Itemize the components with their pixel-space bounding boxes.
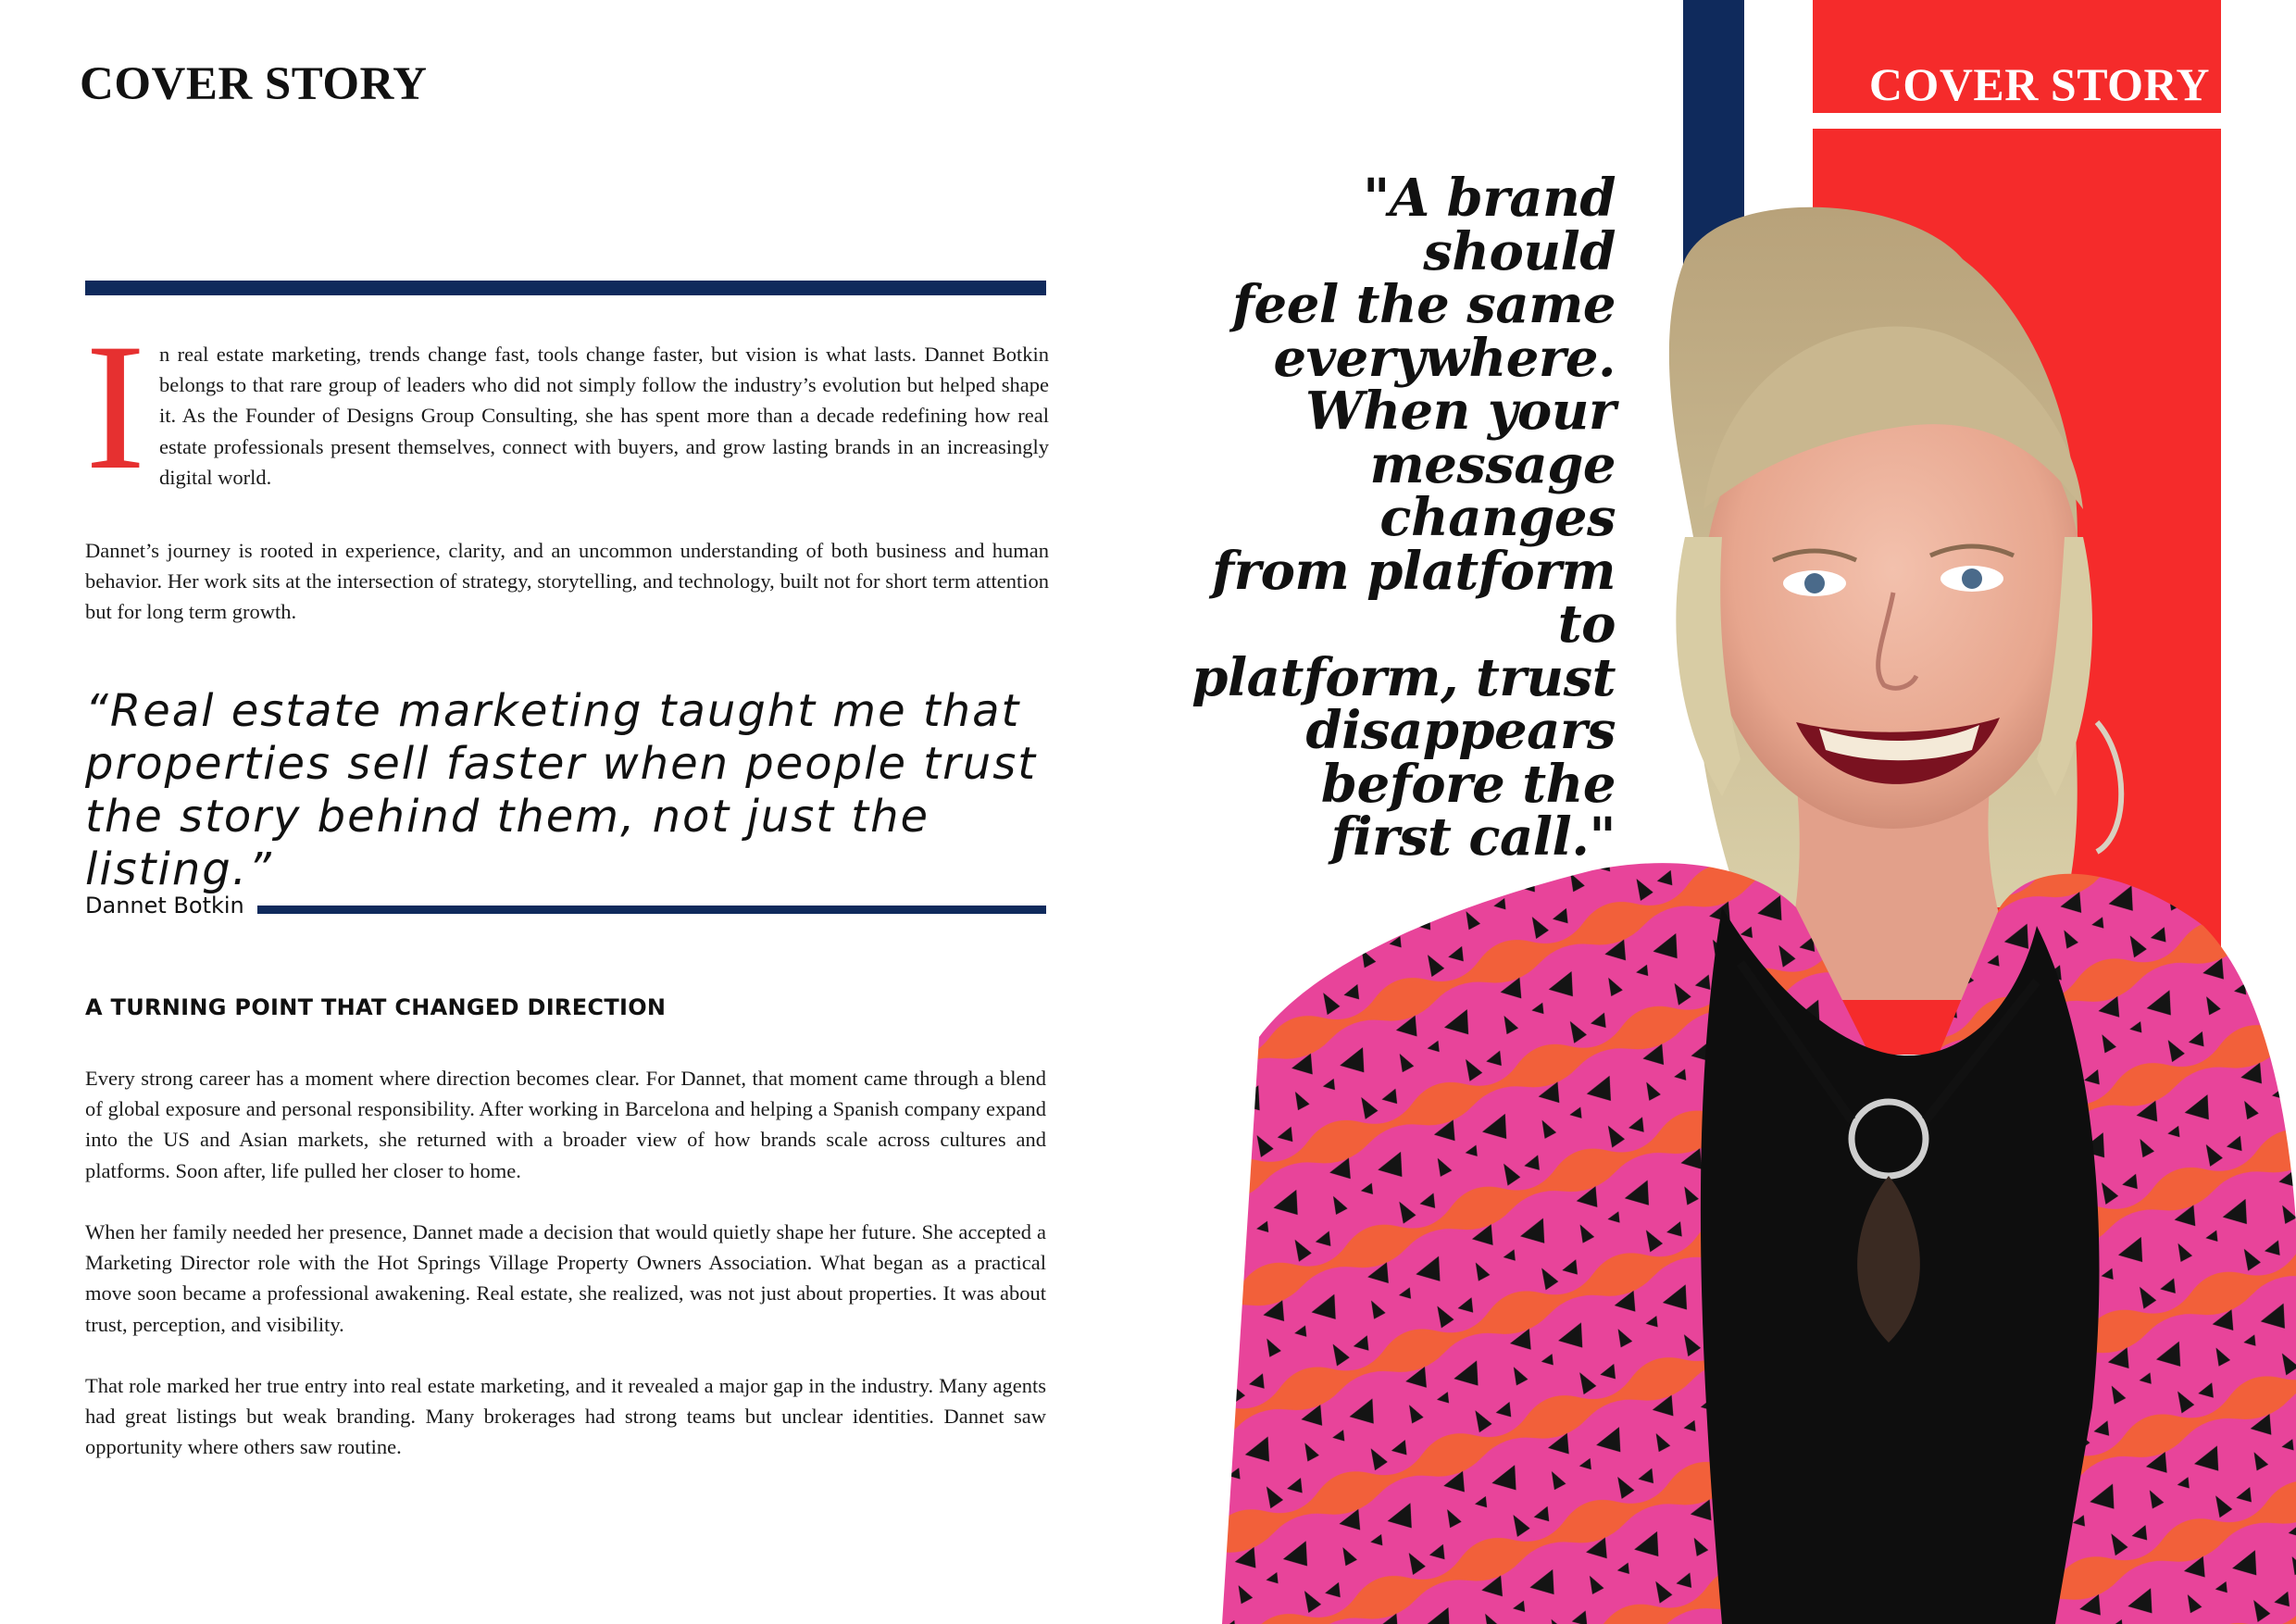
right-section-header: COVER STORY (1868, 58, 2210, 110)
pull-quote: “Real estate marketing taught me that properties sell faster when people trust the story behind them, not just the listing.” (85, 685, 1038, 895)
paragraph-journey: Dannet’s journey is rooted in experience, clarity, and an uncommon understanding of both business and human behavior. Her work sits at the intersection of strategy, storytelling, and technology, built not for short term attention but for long term growth. (85, 539, 1049, 624)
left-section-header: COVER STORY (80, 58, 428, 110)
section-paragraph: When her family needed her presence, Dannet made a decision that would quietly shape her future. She accepted a Marketing Director role with the Hot Springs Village Property Owners Association. What began as a practical move soon became a professional awakening. Real estate, she realized, was not just about properties. It was about trust, perception, and visibility. (85, 1220, 1046, 1336)
feature-quote (1157, 168, 1616, 868)
feature-quote-line: "A brand should (1363, 168, 1616, 282)
top-divider-rule (85, 281, 1046, 295)
feature-quote-line: message changes (1369, 433, 1616, 548)
feature-quote-line: When your (1304, 381, 1616, 442)
attribution-rule (257, 906, 1046, 914)
feature-quote-line: platform, trust (1192, 646, 1616, 708)
section-paragraph: Every strong career has a moment where direction becomes clear. For Dannet, that moment came through a blend of global exposure and personal responsibility. After working in Barcelona and helping a Spanish company expand into the US and Asian markets, she returned with a broader view of how brands scale across cultures and platforms. Soon after, life pulled her closer to home. (85, 1067, 1046, 1182)
drop-cap: I (85, 306, 146, 507)
cover-story-label (1813, 0, 2221, 113)
section-paragraph: That role marked her true entry into real estate marketing, and it revealed a major gap in the industry. Many agents had great listings but weak branding. Many brokerages had strong teams but unclear identities. Dannet saw opportunity where others saw routine. (85, 1374, 1046, 1459)
intro-text: n real estate marketing, trends change fast, tools change faster, but vision is what lasts. Dannet Botkin belongs to that rare group of leaders who did not simply follow the industry’s evolution but helped shape it. As the Founder of Designs Group Consulting, she has spent more than a decade redefining how real estate professionals present themselves, connect with buyers, and grow lasting brands in an increasingly digital world. (159, 343, 1049, 489)
feature-quote-line: everywhere. (1273, 327, 1616, 389)
feature-quote-line: first call." (1330, 806, 1616, 868)
section-heading: A TURNING POINT THAT CHANGED DIRECTION (85, 994, 667, 1020)
intro-paragraph (85, 306, 1049, 507)
feature-quote-line: before the (1320, 753, 1616, 815)
quote-attribution: Dannet Botkin (85, 893, 244, 918)
feature-quote-line: disappears (1305, 700, 1616, 761)
feature-quote-line: feel the same (1231, 274, 1616, 335)
feature-quote-line: from platform to (1212, 540, 1616, 655)
